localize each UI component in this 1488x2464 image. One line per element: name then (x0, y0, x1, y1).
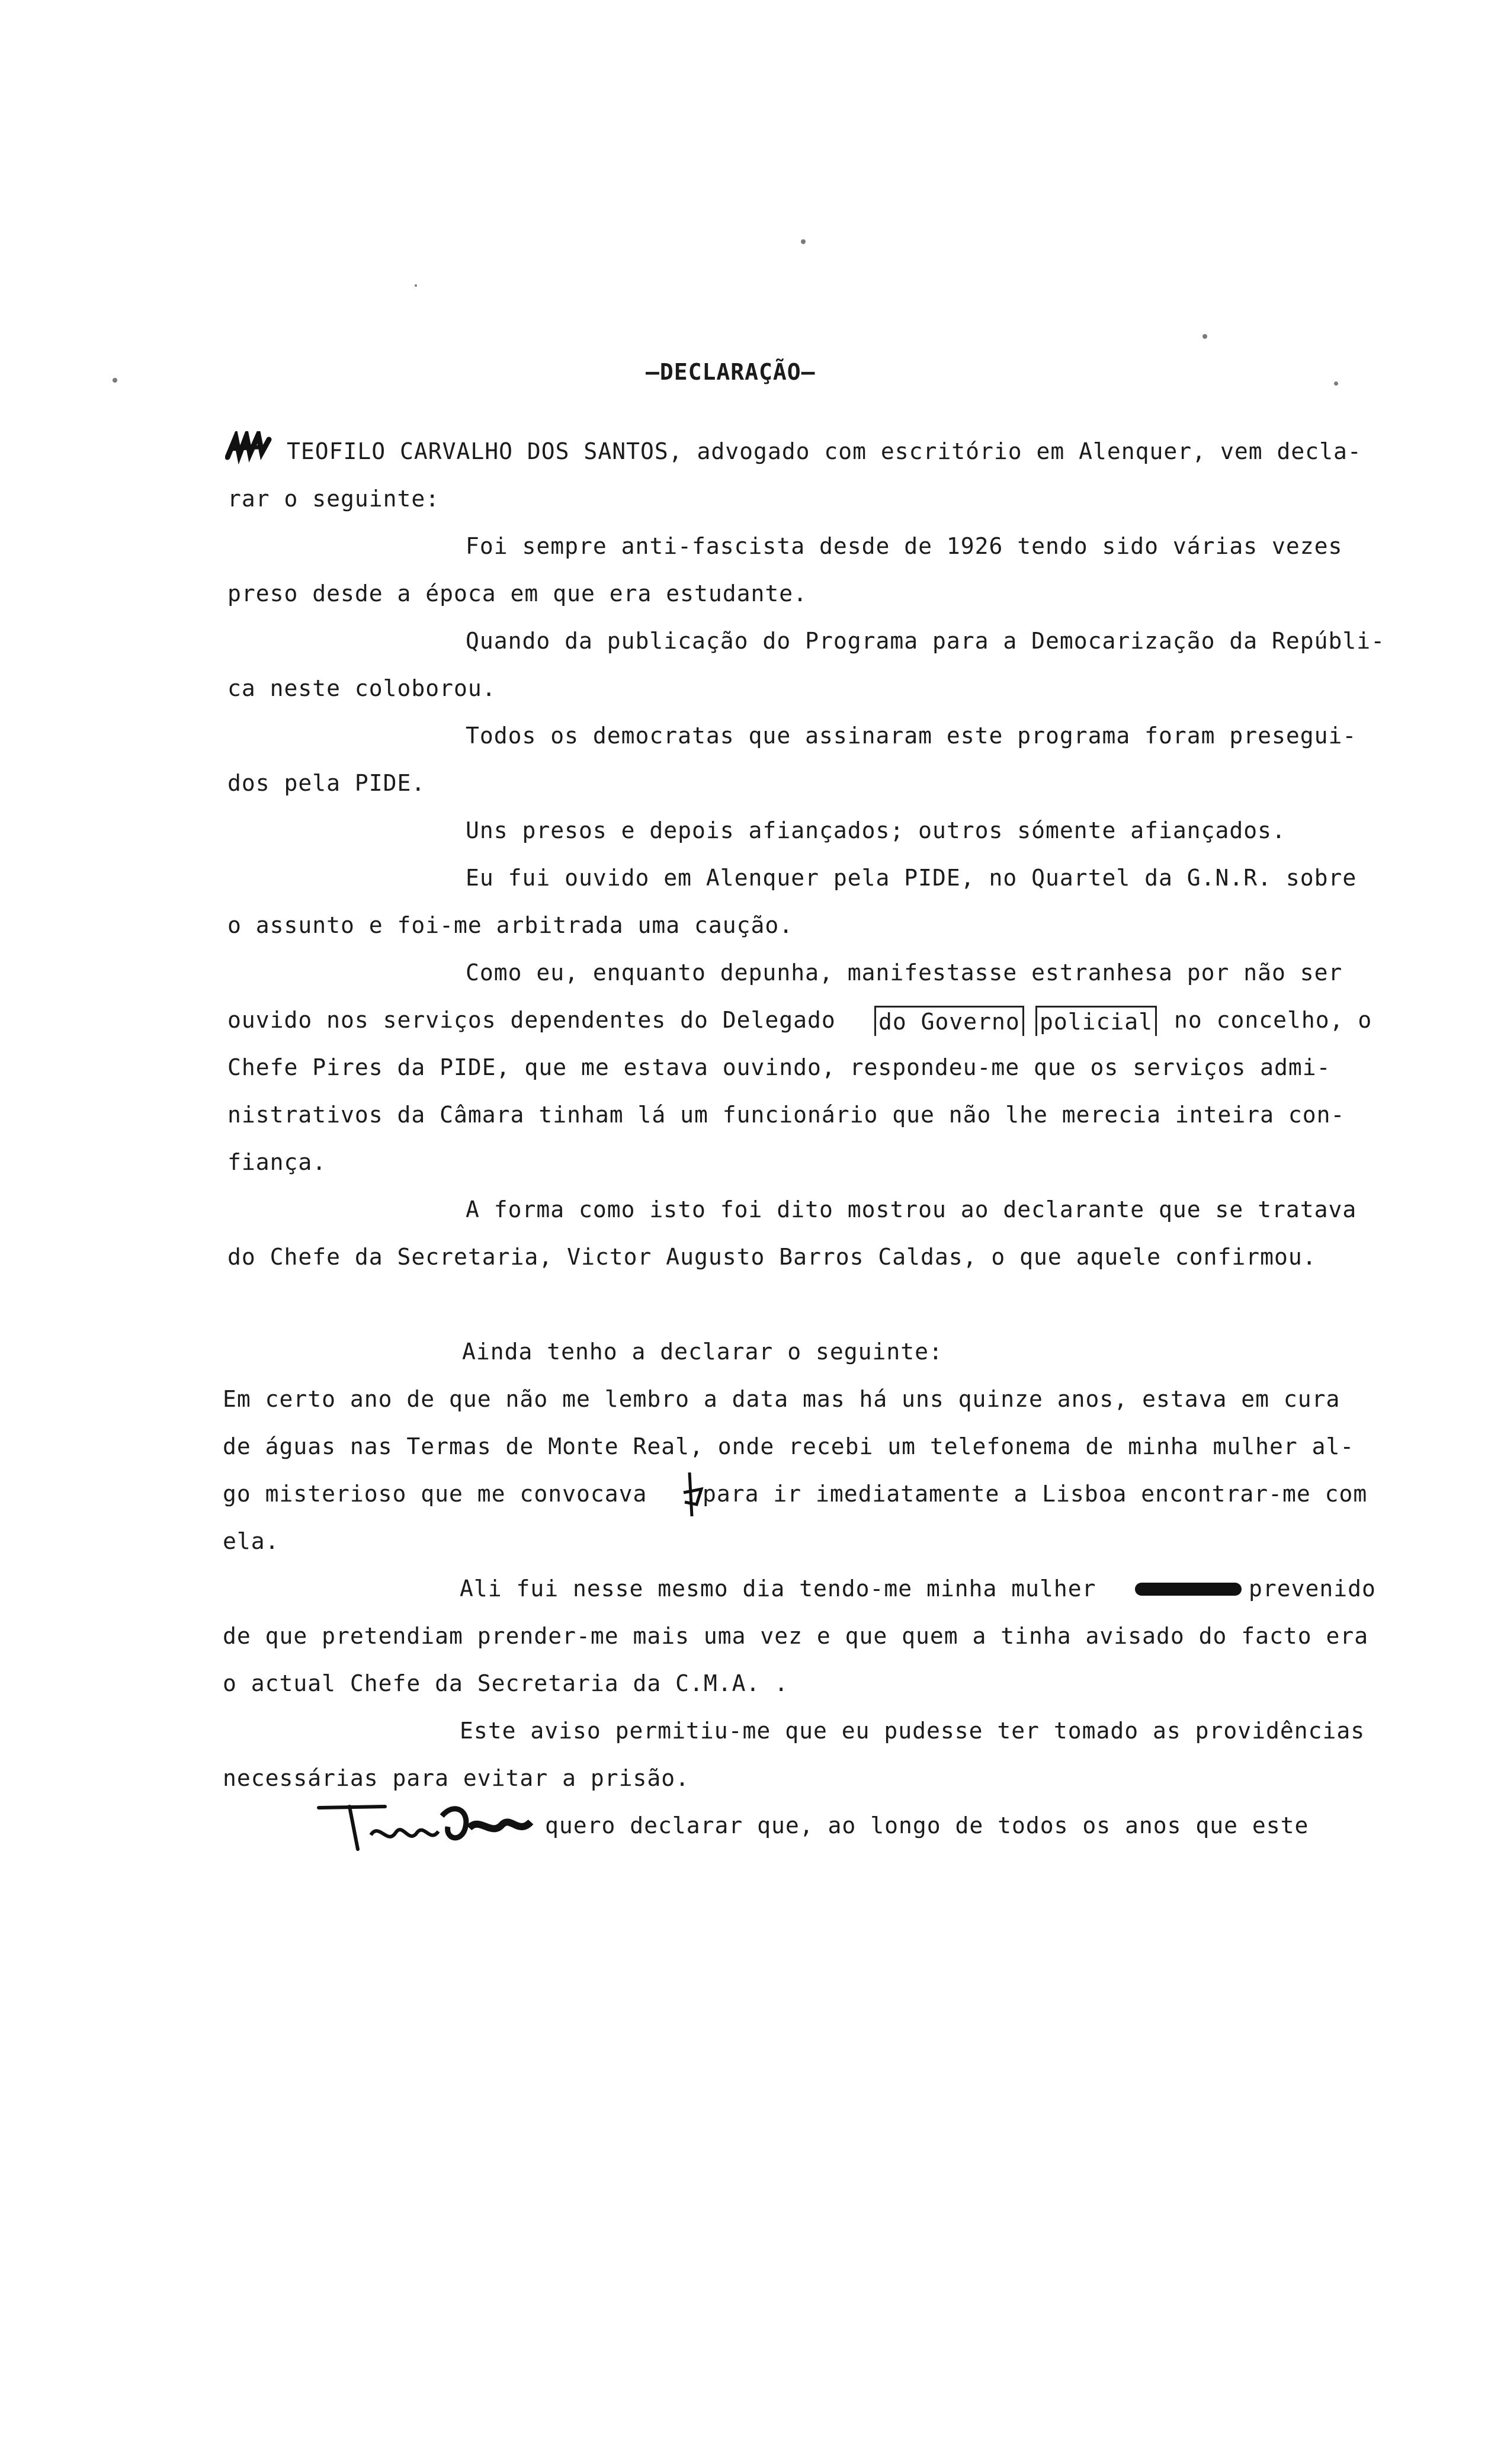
text-line: de que pretendiam prender-me mais uma vez e que quem a tinha avisado do facto era (223, 1623, 1369, 1649)
text-line: preso desde a época em que era estudante. (227, 580, 807, 607)
text-line: o actual Chefe da Secretaria da C.M.A. . (223, 1670, 789, 1696)
scribble-mark (225, 431, 272, 464)
text-line: de águas nas Termas de Monte Real, onde recebi um telefonema de minha mulher al- (223, 1433, 1355, 1459)
text-line: necessárias para evitar a prisão. (223, 1765, 690, 1791)
redaction-mark (1135, 1583, 1242, 1596)
text-line: go misterioso que me convocava (223, 1481, 647, 1507)
scan-speck (1334, 381, 1338, 386)
text-line: Ainda tenho a declarar o seguinte: (462, 1339, 943, 1365)
text-line: Chefe Pires da PIDE, que me estava ouvindo, respondeu-me que os serviços admi- (227, 1054, 1331, 1080)
text-line: rar o seguinte: (227, 486, 440, 512)
text-line: fiança. (227, 1149, 327, 1175)
text-line: Foi sempre anti-fascista desde de 1926 tendo sido várias vezes (466, 533, 1343, 559)
text-line: do Chefe da Secretaria, Victor Augusto Barros Caldas, o que aquele confirmou. (227, 1244, 1317, 1270)
text-line: Uns presos e depois afiançados; outros sómente afiançados. (466, 817, 1286, 843)
boxed-annotation: policial (1035, 1006, 1157, 1036)
scan-speck (415, 284, 417, 287)
text-line: ca neste coloborou. (227, 675, 496, 701)
text-line: ouvido nos serviços dependentes do Delegado (227, 1007, 836, 1033)
text-line: Como eu, enquanto depunha, manifestasse estranhesa por não ser (466, 960, 1343, 986)
text-line: dos pela PIDE. (227, 770, 426, 796)
text-line: Este aviso permitiu-me que eu pudesse ter tomado as providências (460, 1718, 1365, 1744)
text-line: quero declarar que, ao longo de todos os anos que este (545, 1812, 1309, 1839)
scan-speck (113, 378, 117, 383)
text-line: Ali fui nesse mesmo dia tendo-me minha mulher (460, 1576, 1096, 1602)
text-line: Todos os democratas que assinaram este programa foram presegui- (466, 723, 1357, 749)
document-title: —DECLARAÇÃO— (646, 359, 816, 385)
scan-speck (1202, 334, 1207, 339)
text-line: TEOFILO CARVALHO DOS SANTOS, advogado com escritório em Alenquer, vem decla- (287, 438, 1362, 464)
text-line: Em certo ano de que não me lembro a data mas há uns quinze anos, estava em cura (223, 1386, 1341, 1412)
text-line: Quando da publicação do Programa para a Democarização da Repúbli- (466, 628, 1386, 654)
text-line: nistrativos da Câmara tinham lá um funcionário que não lhe merecia inteira con- (227, 1102, 1345, 1128)
text-line: para ir imediatamente a Lisboa encontrar-me com (703, 1481, 1368, 1507)
text-line: Eu fui ouvido em Alenquer pela PIDE, no Quartel da G.N.R. sobre (466, 865, 1357, 891)
insertion-mark (681, 1469, 705, 1522)
text-line: A forma como isto foi dito mostrou ao declarante que se tratava (466, 1196, 1357, 1223)
text-line: no concelho, o (1174, 1007, 1372, 1033)
signature-scribble (314, 1798, 539, 1857)
boxed-annotation: do Governo (874, 1006, 1024, 1036)
scan-speck (801, 239, 806, 244)
text-line: ela. (223, 1528, 280, 1554)
text-line: o assunto e foi-me arbitrada uma caução. (227, 912, 794, 938)
text-line: prevenido (1249, 1576, 1376, 1602)
